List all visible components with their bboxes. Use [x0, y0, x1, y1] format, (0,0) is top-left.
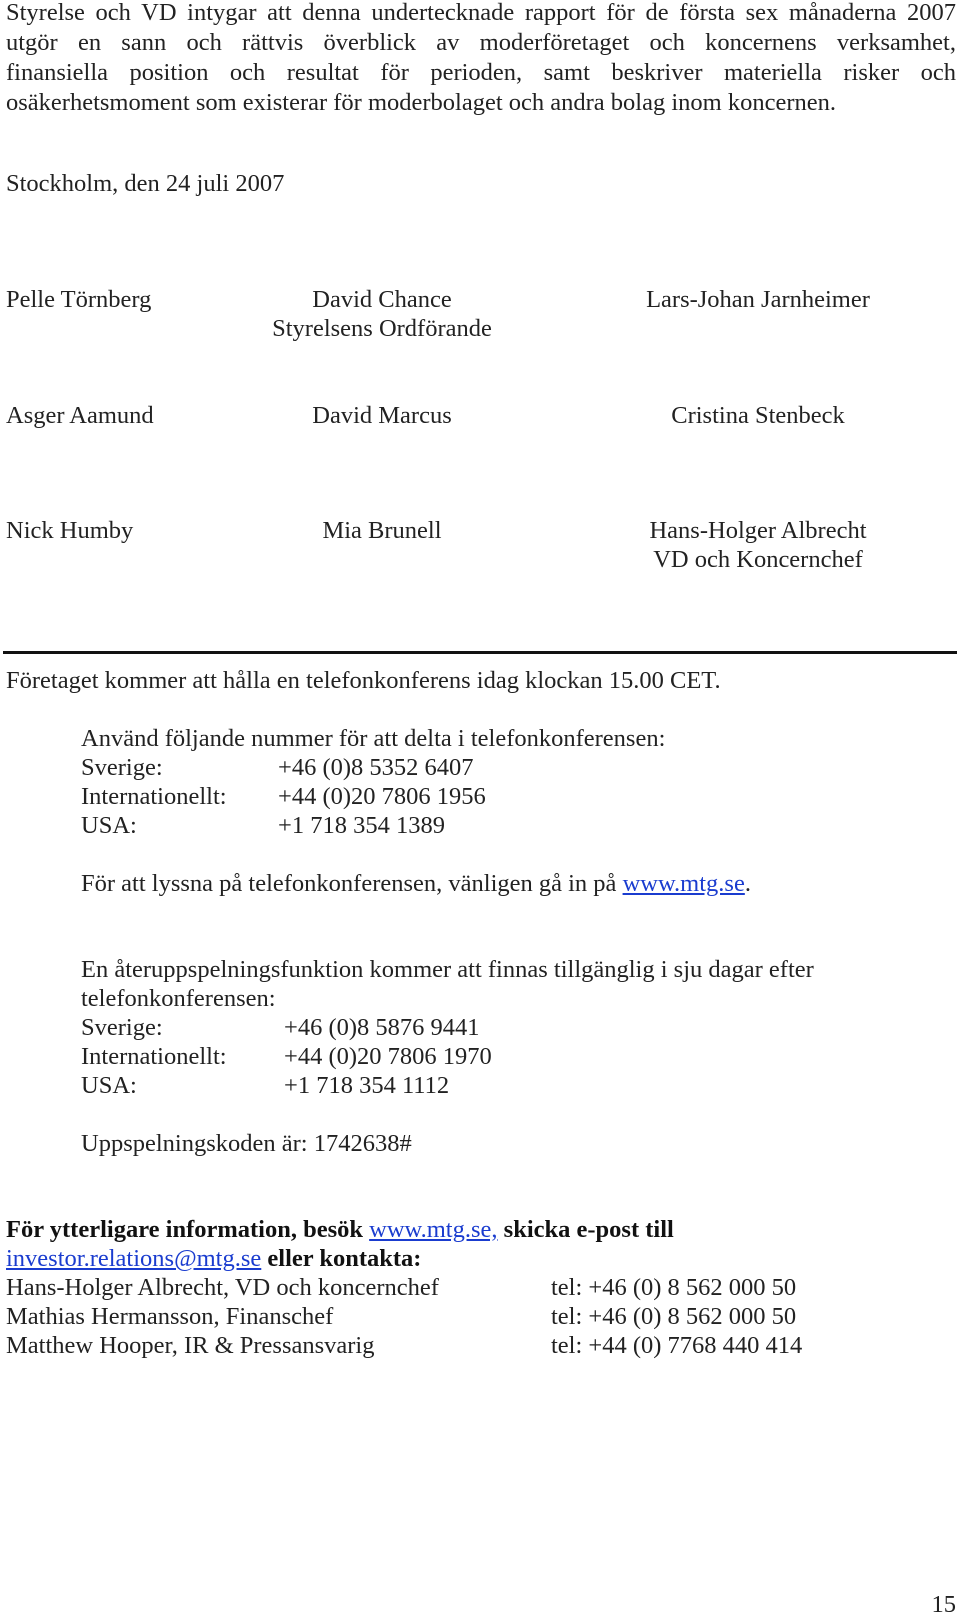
intro-line: finansiella position och resultat för perioden, samt beskriver materiella risker och [6, 59, 956, 86]
replay-number: +44 (0)20 7806 1970 [284, 1043, 492, 1070]
replay-label: USA: [81, 1072, 137, 1099]
listen-line [81, 869, 751, 899]
signatory-title: VD och Koncernchef [653, 546, 863, 573]
intro-line: Styrelse och VD intygar att denna undertecknade rapport för de första sex månaderna 2007 [6, 0, 956, 26]
contact-name: Matthew Hooper, IR & Pressansvarig [6, 1332, 375, 1359]
section-divider [3, 651, 957, 654]
signatory-name: Hans-Holger Albrecht [649, 517, 867, 544]
signatory-name: Pelle Törnberg [6, 286, 152, 313]
replay-intro: En återuppspelningsfunktion kommer att finnas tillgänglig i sju dagar efter [81, 956, 814, 983]
replay-label: Sverige: [81, 1014, 163, 1041]
contact-name: Hans-Holger Albrecht, VD och koncernchef [6, 1274, 439, 1301]
signatory-title: Styrelsens Ordförande [272, 315, 492, 342]
dial-number: +46 (0)8 5352 6407 [278, 754, 474, 781]
dial-number: +1 718 354 1389 [278, 812, 445, 839]
replay-code: Uppspelningskoden är: 1742638# [81, 1130, 412, 1157]
signatory-name: Lars-Johan Jarnheimer [646, 286, 870, 313]
contact-heading-text: eller kontakta: [261, 1245, 422, 1272]
place-date: Stockholm, den 24 juli 2007 [6, 170, 285, 197]
contact-phone: tel: +46 (0) 8 562 000 50 [551, 1303, 797, 1330]
signatory-name: Nick Humby [6, 517, 134, 544]
conference-announcement: Företaget kommer att hålla en telefonkonferens idag klockan 15.00 CET. [6, 667, 721, 694]
contact-phone: tel: +46 (0) 8 562 000 50 [551, 1274, 797, 1301]
signatory-name: Mia Brunell [322, 517, 442, 544]
contact-name: Mathias Hermansson, Finanschef [6, 1303, 334, 1330]
replay-number: +1 718 354 1112 [284, 1072, 450, 1099]
contact-heading [6, 1215, 674, 1245]
dial-label: Sverige: [81, 754, 163, 781]
dial-label: USA: [81, 812, 137, 839]
replay-number: +46 (0)8 5876 9441 [284, 1014, 480, 1041]
email-link[interactable]: investor.relations@mtg.se [6, 1245, 262, 1272]
signatory-name: Asger Aamund [6, 402, 154, 429]
page-number: 15 [931, 1591, 956, 1618]
dial-intro: Använd följande nummer för att delta i telefonkonferensen: [81, 725, 666, 752]
replay-intro-cont: telefonkonferensen: [81, 985, 276, 1012]
intro-line: osäkerhetsmoment som existerar för moderbolaget och andra bolag inom koncernen. [6, 89, 837, 116]
signatory-name: David Chance [312, 286, 452, 313]
contact-heading-text: För ytterligare information, besök [6, 1216, 370, 1243]
contact-heading-cont [6, 1244, 421, 1274]
replay-label: Internationellt: [81, 1043, 227, 1070]
website-link[interactable]: www.mtg.se [622, 870, 745, 897]
contact-phone: tel: +44 (0) 7768 440 414 [551, 1332, 803, 1359]
intro-line: utgör en sann och rättvis överblick av moderföretaget och koncernens verksamhet, [6, 29, 956, 56]
dial-number: +44 (0)20 7806 1956 [278, 783, 486, 810]
listen-end: . [744, 870, 751, 897]
signatory-name: David Marcus [312, 402, 452, 429]
website-link[interactable]: www.mtg.se, [369, 1216, 498, 1243]
contact-heading-text: skicka e-post till [497, 1216, 674, 1243]
dial-label: Internationellt: [81, 783, 227, 810]
signatory-name: Cristina Stenbeck [671, 402, 845, 429]
listen-text: För att lyssna på telefonkonferensen, vänligen gå in på [81, 870, 623, 897]
intro-paragraph [6, 0, 956, 118]
